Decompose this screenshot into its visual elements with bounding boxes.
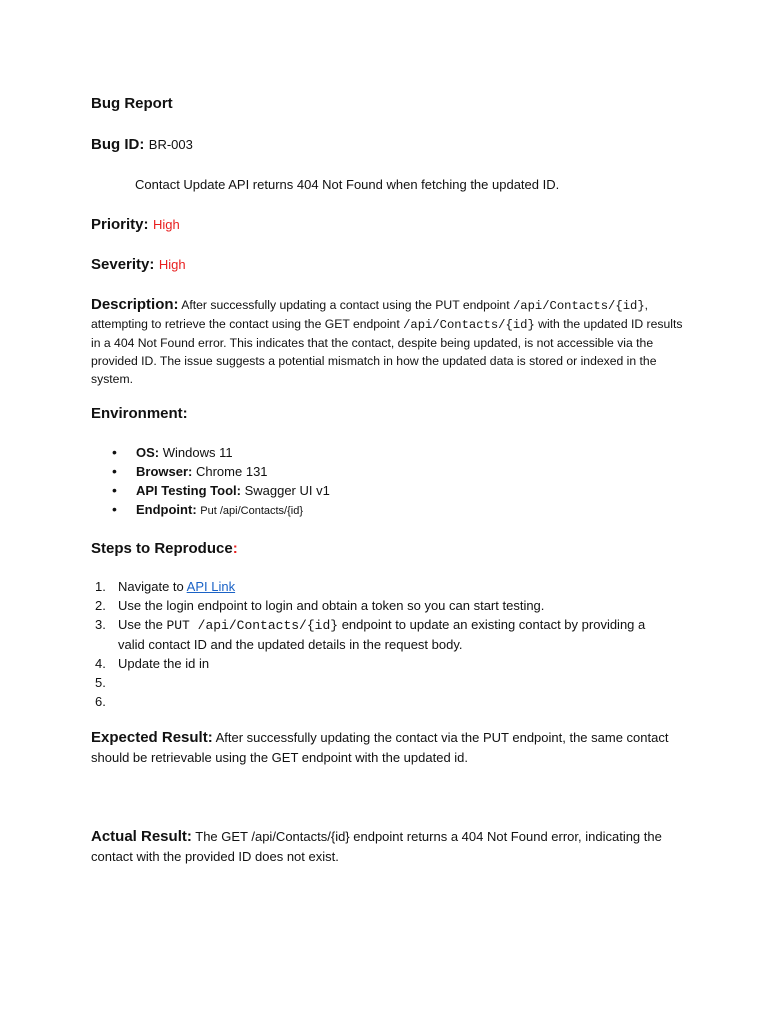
list-item: [112, 462, 712, 481]
bug-id-label: Bug ID:: [91, 136, 145, 153]
step-number: 6.: [95, 694, 106, 709]
env-browser-value: Chrome 131: [195, 464, 268, 479]
priority-line: [91, 216, 691, 234]
steps-colon: :: [232, 540, 238, 557]
description-paragraph: [91, 296, 691, 388]
description-code-1: /api/Contacts/{id}: [512, 299, 645, 313]
expected-result: [91, 728, 681, 768]
step-3-post: endpoint to update an existing contact by providing a valid contact ID and the updated details in the request body.: [118, 617, 646, 652]
env-endpoint-label: Endpoint:: [136, 502, 197, 517]
step-3-pre: Use the: [118, 617, 163, 632]
description-code-2: /api/Contacts/{id}: [403, 318, 535, 332]
environment-heading: Environment:: [91, 405, 188, 422]
description-label: Description:: [91, 296, 179, 313]
actual-text: The GET /api/Contacts/{id} endpoint returns a 404 Not Found error, indicating the contact with the provided ID does not exist.: [91, 829, 662, 864]
document-title: Bug Report: [91, 95, 173, 112]
list-item: [95, 673, 665, 692]
description-text-2: , attempting to retrieve the contact using the GET endpoint: [91, 298, 649, 331]
severity-value: High: [158, 257, 186, 272]
step-number: 2.: [95, 598, 106, 613]
severity-label: Severity:: [91, 256, 155, 273]
bug-summary: Contact Update API returns 404 Not Found when fetching the updated ID.: [135, 177, 560, 192]
env-tool-label: API Testing Tool:: [136, 483, 241, 498]
list-item: [95, 596, 665, 615]
priority-label: Priority:: [91, 216, 149, 233]
steps-label: Steps to Reproduce: [91, 540, 233, 557]
description-text-1: After successfully updating a contact using the PUT endpoint: [181, 298, 510, 312]
api-link[interactable]: API Link: [186, 579, 236, 594]
actual-result: [91, 827, 681, 867]
step-3-code: PUT /api/Contacts/{id}: [166, 618, 339, 633]
step-number: 1.: [95, 579, 106, 594]
step-4-text: Update the id in: [118, 656, 210, 671]
actual-label: Actual Result:: [91, 828, 192, 845]
env-browser-label: Browser:: [136, 464, 193, 479]
list-item: [95, 692, 665, 711]
bug-id-value: BR-003: [148, 137, 193, 152]
steps-heading: [91, 540, 691, 558]
env-os-label: OS:: [136, 445, 160, 460]
expected-text: After successfully updating the contact via the PUT endpoint, the same contact should be retrievable using the GET endpoint with the updated id.: [91, 730, 669, 765]
step-2-text: Use the login endpoint to login and obtain a token so you can start testing.: [118, 598, 545, 613]
list-item: [112, 500, 712, 519]
list-item: [95, 654, 665, 673]
steps-list: [95, 577, 665, 711]
step-number: 3.: [95, 617, 106, 632]
step-number: 5.: [95, 675, 106, 690]
env-os-value: Windows 11: [162, 445, 233, 460]
env-tool-value: Swagger UI v1: [244, 483, 330, 498]
priority-value: High: [152, 217, 180, 232]
list-item: [95, 615, 665, 654]
description-text-3: with the updated ID results in a 404 Not Found error. This indicates that the contact, despite being updated, is not accessible via the provided ID. The issue suggests a potential mismatch in how the updated data is stored or indexed in the system.: [91, 317, 683, 386]
list-item: [95, 577, 665, 596]
step-1-text: Navigate to: [118, 579, 184, 594]
bug-id-line: [91, 136, 691, 154]
list-item: [112, 443, 712, 462]
severity-line: [91, 256, 691, 274]
step-number: 4.: [95, 656, 106, 671]
list-item: [112, 481, 712, 500]
expected-label: Expected Result:: [91, 729, 213, 746]
env-endpoint-value: Put /api/Contacts/{id}: [200, 505, 304, 517]
environment-list: [112, 443, 712, 519]
